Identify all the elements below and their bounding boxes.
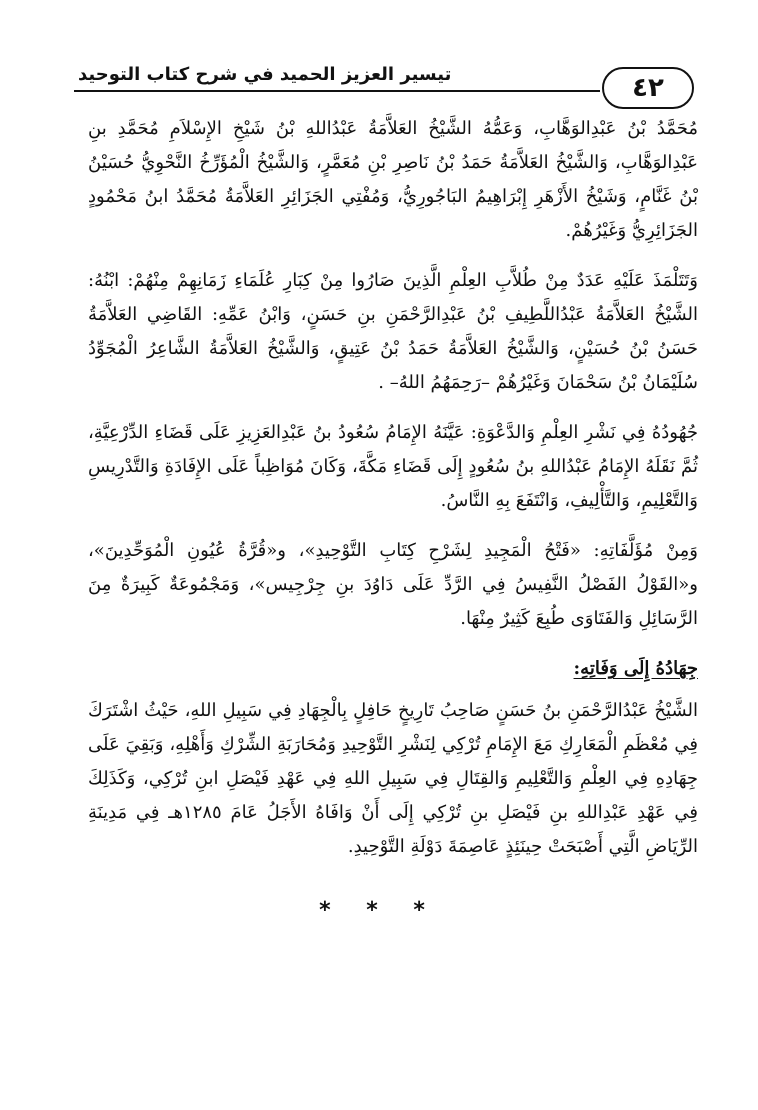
- section-divider: * * *: [319, 898, 439, 923]
- header-rule: [74, 90, 600, 92]
- paragraph-efforts: جُهُودُهُ فِي نَشْرِ العِلْمِ وَالدَّعْوَةِ: عَيَّنَهُ الإِمَامُ سُعُودُ بنُ عَبْدِالعَزِيزِ عَلَى قَضَاءِ الدِّرْعِيَّةِ، ثُمَّ نَقَلَهُ الإِمَامُ عَبْدُاللهِ بنُ سُعُودٍ إِلَى قَضَاءِ مَكَّةَ، وَكَانَ مُوَاظِباً عَلَى الإِفَادَةِ وَالتَّدْرِيسِ وَالتَّعْلِيمِ، وَالتَّأْلِيفِ، وَانْتَفَعَ بِهِ النَّاسُ.: [88, 422, 698, 511]
- section-heading: جِهَادُهُ إِلَى وَفَاتِهِ:: [573, 658, 698, 679]
- paragraph-jihad: الشَّيْخُ عَبْدُالرَّحْمَنِ بنُ حَسَنٍ صَاحِبُ تَارِيخٍ حَافِلٍ بِالْجِهَادِ فِي سَبِيلِ اللهِ، حَيْثُ اشْتَرَكَ فِي مُعْظَمِ الْمَعَارِكِ مَعَ الإِمَامِ تُرْكِي لِنَشْرِ التَّوْحِيدِ وَمُحَارَبَةِ الشِّرْكِ وَأَهْلِهِ، وَبَقِيَ عَلَى جِهَادِهِ فِي العِلْمِ وَالتَّعْلِيمِ وَالقِتَالِ فِي سَبِيلِ اللهِ فِي عَهْدِ فَيْصَلِ ابنِ تُرْكِي، وَكَذَلِكَ فِي عَهْدِ عَبْدِاللهِ بنِ فَيْصَلِ بنِ تُرْكِي إِلَى أَنْ وَافَاهُ الأَجَلُ عَامَ ١٢٨٥هـ فِي مَدِينَةِ الرِّيَاضِ الَّتِي أَصْبَحَتْ حِينَئِذٍ عَاصِمَةَ دَوْلَةِ التَّوْحِيدِ.: [88, 700, 698, 857]
- paragraph-works: وَمِنْ مُؤَلَّفَاتِهِ: «فَتْحُ الْمَجِيدِ لِشَرْحِ كِتَابِ التَّوْحِيدِ»، و«قُرَّةُ عُيُونِ الْمُوَحِّدِينَ»، و«القَوْلُ الفَصْلُ النَّفِيسُ فِي الرَّدِّ عَلَى دَاوُدَ بنِ جِرْجِيس»، وَمَجْمُوعَةٌ كَبِيرَةٌ مِنَ الرَّسَائِلِ وَالفَتَاوَى طُبِعَ كَثِيرٌ مِنْهَا.: [88, 540, 698, 629]
- paragraph-teachers: مُحَمَّدُ بْنُ عَبْدِالوَهَّابِ، وَعَمُّهُ الشَّيْخُ العَلاَّمَةُ عَبْدُاللهِ بْنُ شَيْخِ الإِسْلاَمِ مُحَمَّدِ بنِ عَبْدِالوَهَّابِ، وَالشَّيْخُ العَلاَّمَةُ حَمَدُ بْنُ نَاصِرِ بْنِ مُعَمَّرٍ، وَالشَّيْخُ الْمُؤَرِّخُ النَّحْوِيُّ حُسَيْنُ بْنُ غَنَّامٍ، وَشَيْخُ الأَزْهَرِ إِبْرَاهِيمُ البَاجُورِيُّ، وَمُفْتِي الجَزَائِرِ العَلاَّمَةُ مُحَمَّدُ ابنُ مَحْمُودٍ الجَزَائِرِيُّ وَغَيْرُهُمْ.: [88, 118, 698, 241]
- page-number: ٤٢: [602, 67, 694, 109]
- page-header: [60, 50, 700, 103]
- paragraph-students: وَتَتَلْمَذَ عَلَيْهِ عَدَدٌ مِنْ طُلاَّبِ العِلْمِ الَّذِينَ صَارُوا مِنْ كِبَارِ عُلَمَاءِ زَمَانِهِمْ مِنْهُمْ: ابْنُهُ: الشَّيْخُ العَلاَّمَةُ عَبْدُاللَّطِيفِ بْنُ عَبْدِالرَّحْمَنِ بنِ حَسَنٍ، وَابْنُ عَمِّهِ: القَاضِي العَلاَّمَةُ حَسَنُ بْنُ حُسَيْنٍ، وَالشَّيْخُ العَلاَّمَةُ حَمَدُ بْنُ عَتِيقٍ، وَالشَّيْخُ العَلاَّمَةُ الشَّاعِرُ الْمُجَوِّدُ سُلَيْمَانُ بْنُ سَحْمَانَ وَغَيْرُهُمْ –رَحِمَهُمُ اللهُ– .: [88, 270, 698, 393]
- book-title: تيسير العزيز الحميد في شرح كتاب التوحيد: [78, 64, 452, 85]
- page-body: [88, 112, 698, 880]
